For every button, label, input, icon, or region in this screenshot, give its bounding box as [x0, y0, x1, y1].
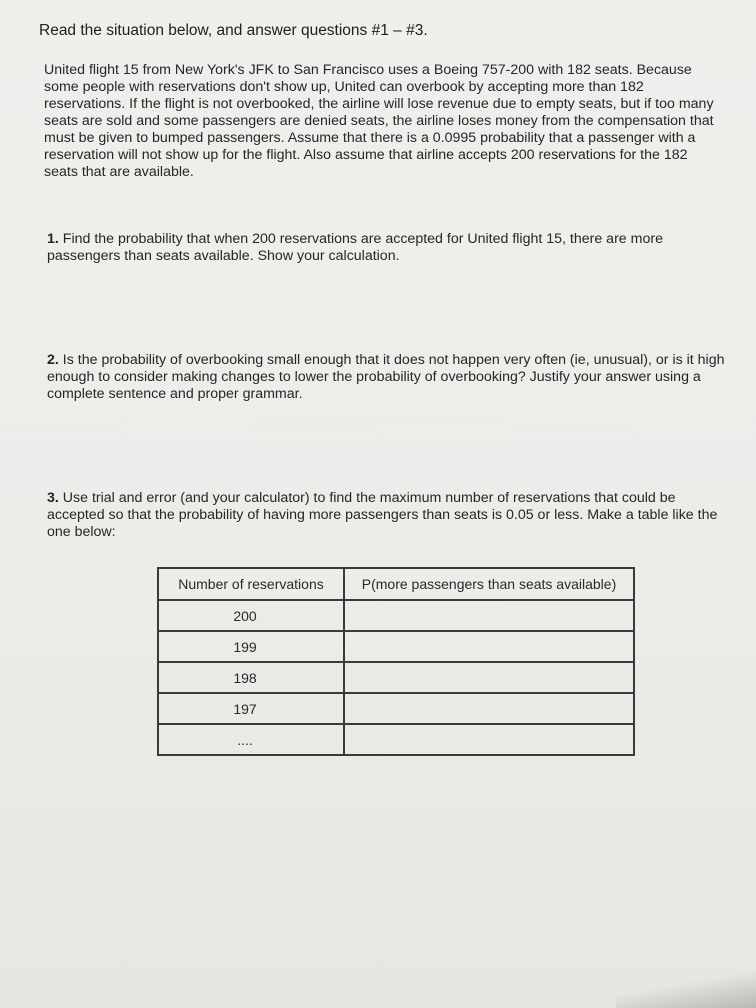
reservations-value: 197 — [233, 700, 257, 717]
probability-cell — [344, 662, 634, 693]
table-row — [158, 631, 634, 662]
question-number: 3. — [47, 490, 59, 506]
reservations-value: .... — [237, 731, 253, 748]
probability-cell — [344, 600, 634, 631]
question-text: Find the probability that when 200 reservations are accepted for United flight 15, there are more passengers than seats available. Show your calculation. — [47, 231, 663, 264]
question-3 — [47, 490, 727, 541]
probability-cell — [344, 693, 634, 724]
table-row — [158, 600, 634, 631]
reservations-cell — [158, 724, 344, 755]
question-text: Is the probability of overbooking small enough that it does not happen very often (ie, unusual), or is it high enough to consider making changes to lower the probability of overbooking? Justify your answer using a complete sentence and proper grammar. — [47, 352, 725, 402]
reservations-value: 198 — [233, 669, 257, 686]
reservations-cell — [158, 600, 344, 631]
column-header-probability: P(more passengers than seats available) — [344, 568, 634, 600]
question-number: 1. — [47, 231, 59, 247]
table-header-row — [158, 568, 634, 600]
reservations-value: 200 — [233, 607, 257, 624]
question-1 — [47, 231, 727, 265]
question-2 — [47, 352, 727, 403]
instructions-heading: Read the situation below, and answer questions #1 – #3. — [39, 22, 428, 39]
reservations-cell — [158, 662, 344, 693]
question-number: 2. — [47, 352, 59, 368]
reservations-cell — [158, 631, 344, 662]
probability-cell — [344, 631, 634, 662]
column-header-reservations: Number of reservations — [158, 568, 344, 600]
reservations-table — [157, 567, 635, 756]
table-row — [158, 662, 634, 693]
probability-cell — [344, 724, 634, 755]
table-row — [158, 693, 634, 724]
question-text: Use trial and error (and your calculator) to find the maximum number of reservations that could be accepted so that the probability of having more passengers than seats is 0.05 or less. Make a table like the one below: — [47, 490, 718, 540]
reservations-value: 199 — [233, 638, 257, 655]
reservations-cell — [158, 693, 344, 724]
situation-paragraph: United flight 15 from New York's JFK to San Francisco uses a Boeing 757-200 with 182 seats. Because some people with reservations don't show up, United can overbook by accepting more than 182 reservations. If the flight is not overbooked, the airline will lose revenue due to empty seats, but if too many seats are sold and some passengers are denied seats, the airline loses money from the compensation that must be given to bumped passengers. Assume that there is a 0.0995 probability that a passenger with a reservation will not show up for the flight. Also assume that airline accepts 200 reservations for the 182 seats that are available. — [44, 62, 714, 180]
table-row — [158, 724, 634, 755]
